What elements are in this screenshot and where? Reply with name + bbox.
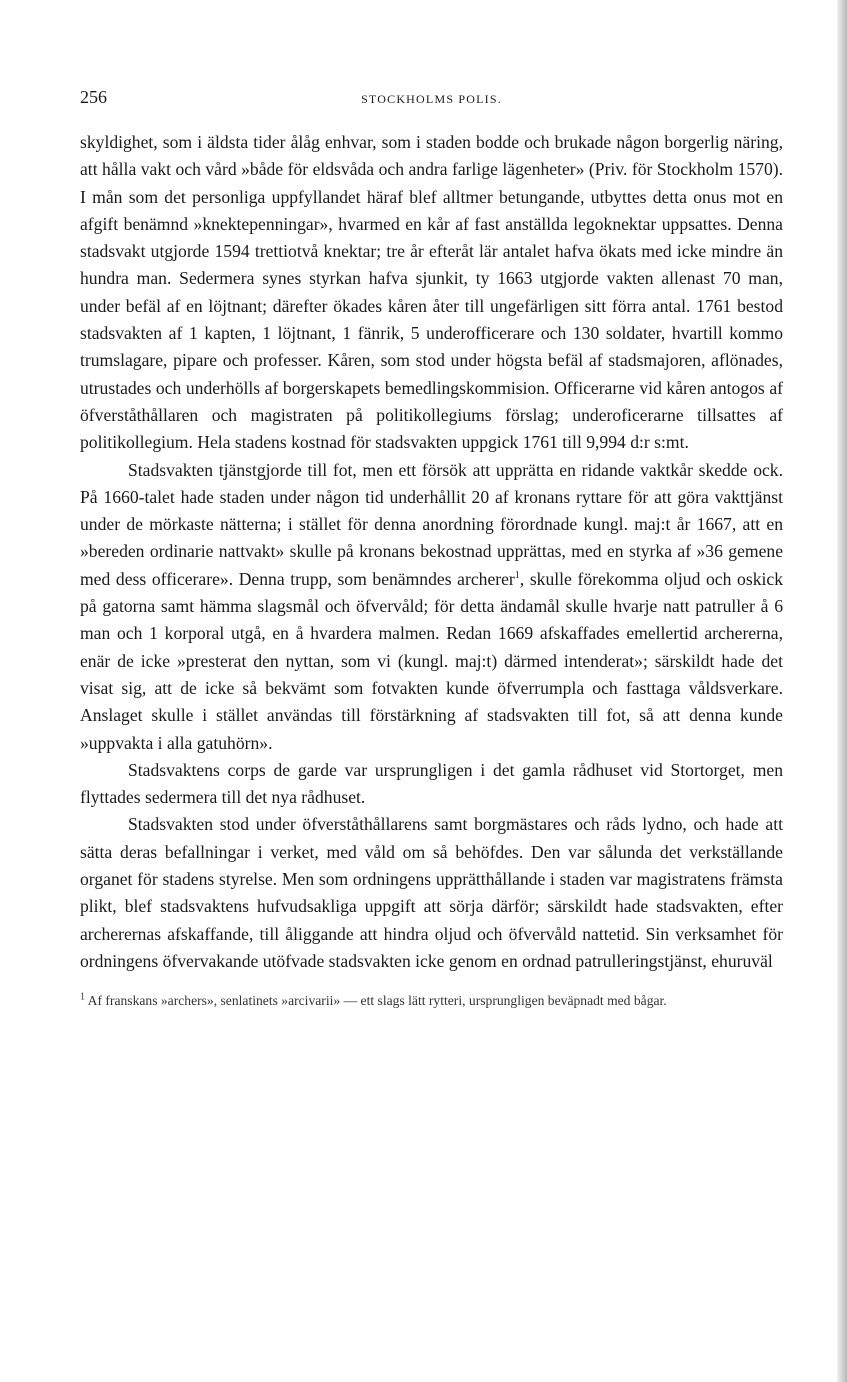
paragraph-1-text: skyldighet, som i äldsta tider ålåg enhvar, som i staden bodde och brukade någon borgerlig näring, att hålla vakt och vård »både för eldsvåda och andra farlige lägenheter» (Priv. för Stockholm 1570). I mån som det personliga uppfyllandet häraf blef alltmer betungande, utbyttes detta onus mot en afgift benämnd »knektepenningar», hvarmed en kår af fast anställda legoknektar uppsattes. Denna stadsvakt utgjorde 1594 trettiotvå knektar; tre år efteråt lär antalet hafva ökats med icke mindre än hundra man. Sedermera synes styrkan hafva sjunkit, ty 1663 utgjorde vakten allenast 70 man, under befäl af en löjtnant; därefter ökades kåren åter till ungefärligen sitt förra antal. 1761 bestod stadsvakten af 1 kapten, 1 löjtnant, 1 fänrik, 5 underofficerare och 130 soldater, hvartill kommo trumslagare, pipare och professer. Kåren, som stod under högsta befäl af stadsmajoren, aflönades, utrustades och underhölls af borgerskapets bemedlingskommision. Officerarne vid kåren antogos af öfverståthållaren och magistraten på politikollegiums förslag; underoficerarne tillsattes af politikollegium. Hela stadens kostnad för stadsvakten uppgick 1761 till 9,994 d:r s:mt.	[80, 132, 783, 453]
footnote	[80, 990, 783, 1011]
footnote-text: Af franskans »archers», senlatinets »arcivarii» — ett slags lätt rytteri, ursprungligen beväpnadt med bågar.	[85, 993, 667, 1009]
running-head	[80, 86, 783, 112]
paragraph-3	[80, 757, 783, 812]
running-title: STOCKHOLMS POLIS.	[361, 92, 502, 106]
paragraph-2-text-b: , skulle förekomma oljud och oskick på gatorna samt hämma slagsmål och öfvervåld; för detta ändamål skulle hvarje natt patruller å 6 man och 1 korporal utgå, en å hvardera malmen. Redan 1669 afskaffades emellertid archererna, enär de icke »presterat den nyttan, som vi (kungl. maj:t) därmed intenderat»; särskildt hade det visat sig, att de icke så bekvämt som fotvakten kunde öfverrumpla och fasttaga våldsverkare. Anslaget skulle i stället användas till förstärkning af stadsvakten till fot, så att denna kunde »uppvakta i alla gatuhörn».	[80, 568, 783, 753]
paragraph-1	[80, 129, 783, 457]
paragraph-2-text-a: Stadsvakten tjänstgjorde till fot, men ett försök att upprätta en ridande vaktkår skedde ock. På 1660-talet hade staden under någon tid underhållit 20 af kronans ryttare för att göra vakttjänst under de mörkaste nätterna; i stället för denna anordning förordnade kungl. maj:t år 1667, att en »bereden ordinarie nattvakt» skulle på kronans bekostnad upprättas, med en styrka af »36 gemene med dess officerare». Denna trupp, som benämndes archerer	[80, 459, 783, 589]
paragraph-2	[80, 457, 783, 757]
footnote-reference: 1	[514, 569, 520, 581]
paragraph-3-text: Stadsvaktens corps de garde var ursprungligen i det gamla rådhuset vid Stortorget, men flyttades sedermera till det nya rådhuset.	[80, 759, 783, 808]
body-text	[80, 129, 783, 975]
page-number: 256	[80, 87, 107, 107]
footnote-marker: 1	[80, 991, 85, 1003]
paragraph-4-text: Stadsvakten stod under öfverståthållarens samt borgmästares och råds lydno, och hade att sätta deras befallningar i verket, med våld om så behöfdes. Den var sålunda det verkställande organet för stadens styrelse. Men som ordningens upprätthållande i staden var magistratens främsta plikt, blef stadsvaktens hufvudsakliga uppgift att sörja därför; särskildt hade stadsvakten, efter archerernas afskaffande, till åliggande att hindra oljud och öfvervåld nattetid. Sin verksamhet för ordningens öfvervakande utöfvade stadsvakten icke genom en ordnad patrulleringstjänst, ehuruväl	[80, 814, 783, 971]
page-edge-shadow	[837, 0, 847, 1382]
book-page	[80, 86, 783, 1011]
paragraph-4	[80, 811, 783, 975]
